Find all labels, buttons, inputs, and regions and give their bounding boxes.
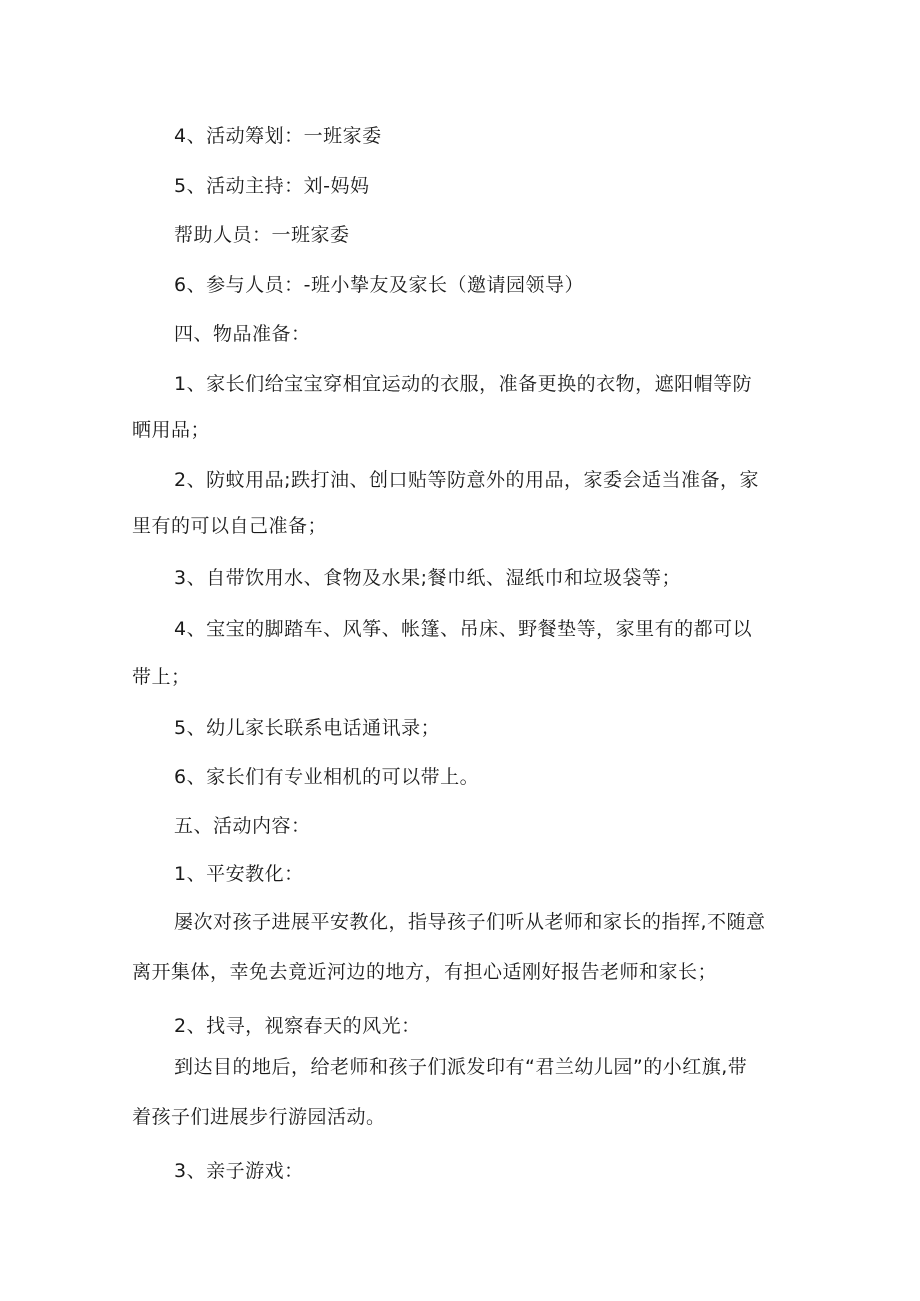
text-line-item-2: 2、防蚊用品;跌打油、创口贴等防意外的用品，家委会适当准备，家 — [174, 469, 759, 491]
text-line-item-3: 3、自带饮用水、食物及水果;餐巾纸、湿纸巾和垃圾袋等； — [174, 567, 681, 589]
text-line-item-2-cont: 里有的可以自己准备； — [132, 515, 328, 537]
section-heading-items: 四、物品准备： — [174, 323, 311, 345]
text-line-explore-1: 到达目的地后，给老师和孩子们派发印有“君兰幼儿园”的小红旗,带 — [174, 1056, 748, 1078]
text-line-host: 5、活动主持：刘-妈妈 — [174, 175, 370, 197]
text-line-content-3: 3、亲子游戏： — [174, 1160, 304, 1182]
text-line-participants: 6、参与人员：-班小挚友及家长（邀请园领导） — [174, 274, 584, 296]
text-line-item-6: 6、家长们有专业相机的可以带上。 — [174, 766, 480, 788]
text-line-safety-1: 屡次对孩子进展平安教化，指导孩子们听从老师和家长的指挥,不随意 — [174, 911, 766, 933]
text-line-item-4-cont: 带上； — [132, 666, 191, 688]
section-heading-content: 五、活动内容： — [174, 815, 311, 837]
text-line-item-4: 4、宝宝的脚踏车、风筝、帐篷、吊床、野餐垫等，家里有的都可以 — [174, 618, 753, 640]
text-line-item-1: 1、家长们给宝宝穿相宜运动的衣服，准备更换的衣物，遮阳帽等防 — [174, 373, 753, 395]
text-line-item-5: 5、幼儿家长联系电话通讯录； — [174, 717, 441, 739]
text-line-content-2: 2、找寻，视察春天的风光： — [174, 1015, 421, 1037]
text-line-explore-2: 着孩子们进展步行游园活动。 — [132, 1106, 386, 1128]
text-line-helpers: 帮助人员：一班家委 — [174, 224, 350, 246]
text-line-planning: 4、活动筹划：一班家委 — [174, 125, 382, 147]
text-line-safety-2: 离开集体，幸免去竟近河边的地方，有担心适刚好报告老师和家长； — [132, 961, 718, 983]
text-line-content-1: 1、平安教化： — [174, 863, 304, 885]
text-line-item-1-cont: 晒用品； — [132, 419, 211, 441]
